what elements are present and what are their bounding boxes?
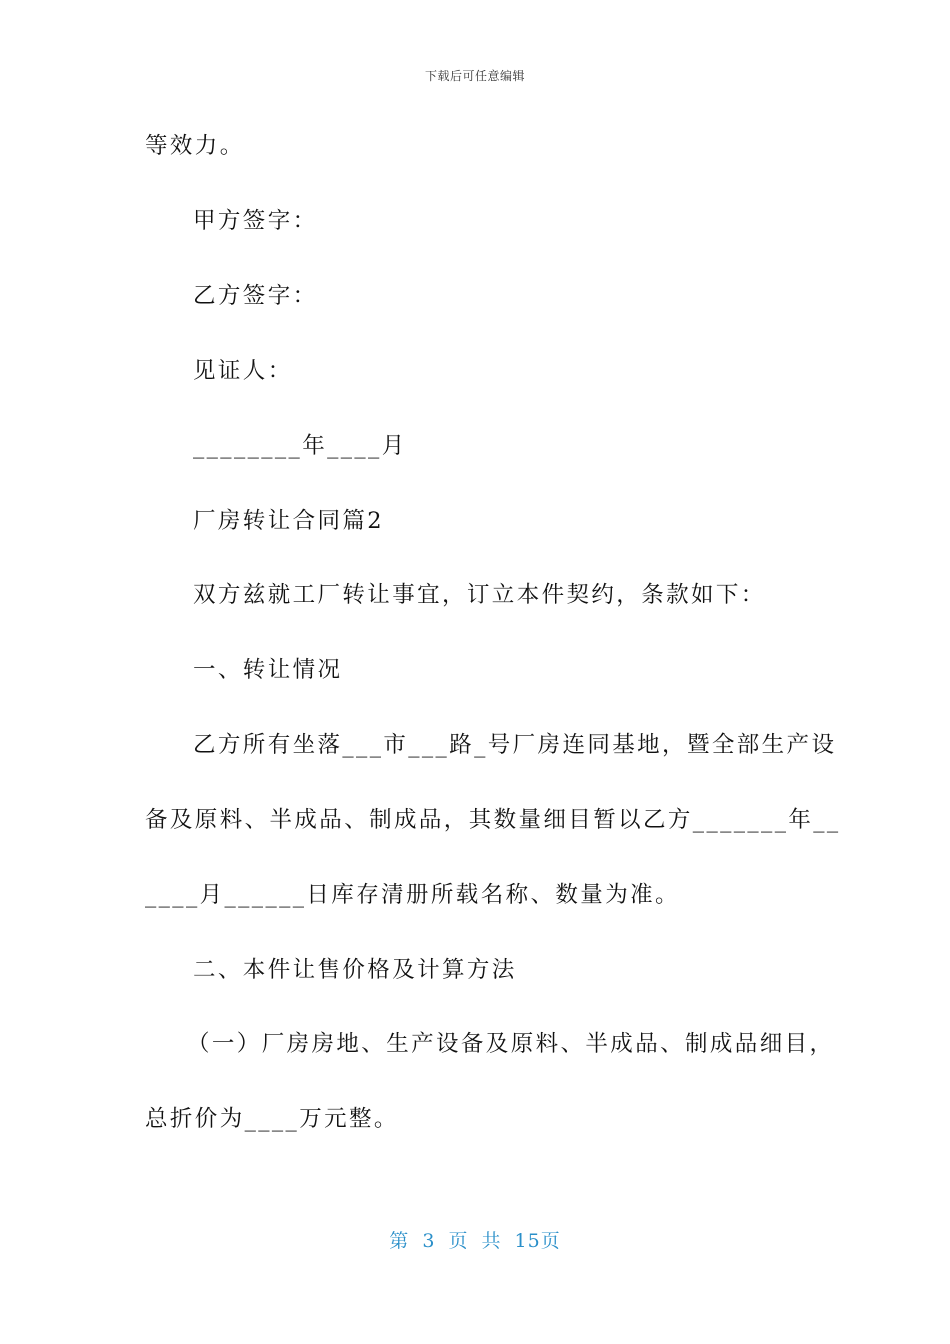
party-a-signature-label: 甲方签字： (193, 208, 318, 234)
intro-paragraph: 双方兹就工厂转让事宜，订立本件契约，条款如下： (193, 582, 766, 608)
party-b-signature-label: 乙方签字： (193, 283, 318, 309)
text-line-continuation: 等效力。 (145, 133, 245, 159)
witness-label: 见证人： (193, 358, 293, 384)
clause-1-text-line-2: 备及原料、半成品、制成品，其数量细目暂以乙方_______年__ (145, 807, 841, 833)
date-line: ________年____月 (193, 433, 407, 459)
clause-heading-1: 一、转让情况 (193, 657, 343, 683)
clause-1-text-line-1: 乙方所有坐落___市___路_号厂房连同基地，暨全部生产设 (193, 732, 837, 758)
section-title: 厂房转让合同篇2 (193, 508, 385, 534)
clause-2-text-line-1: （一）厂房房地、生产设备及原料、半成品、制成品细目， (187, 1031, 835, 1057)
page-number-footer: 第 3 页 共 15页 (389, 1230, 561, 1252)
header-note: 下载后可任意编辑 (424, 69, 525, 83)
clause-1-text-line-3: ____月______日库存清册所载名称、数量为准。 (145, 882, 680, 908)
clause-2-text-line-2: 总折价为____万元整。 (145, 1106, 399, 1132)
clause-heading-2: 二、本件让售价格及计算方法 (193, 957, 517, 983)
